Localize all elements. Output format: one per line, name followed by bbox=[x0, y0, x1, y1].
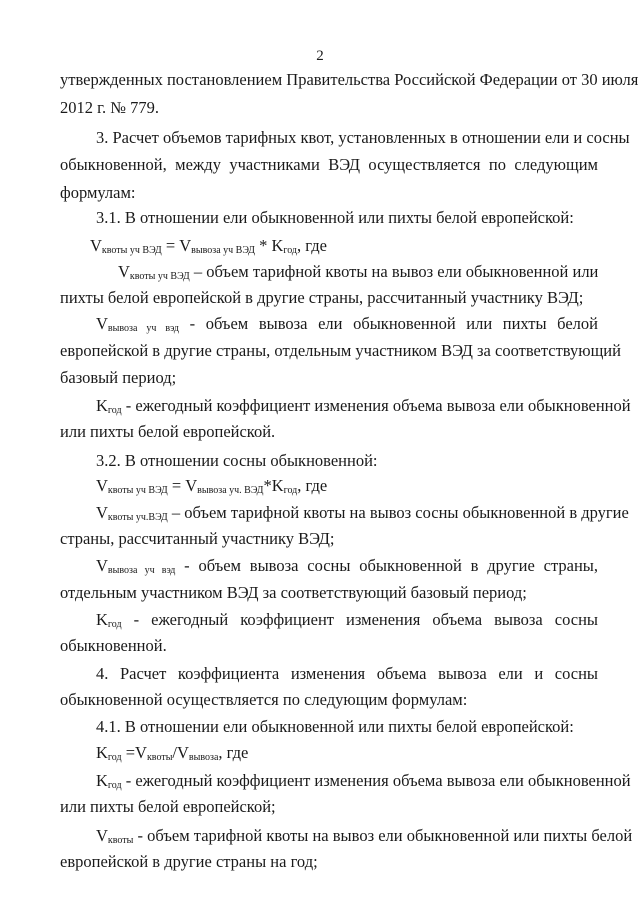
formula-subscript: год bbox=[107, 780, 122, 791]
formula-subscript: вывоза уч ВЭД bbox=[191, 245, 255, 256]
formula-symbol: V bbox=[96, 314, 108, 333]
formula-subscript: год bbox=[283, 485, 298, 496]
text-line: 4.1. В отношении ели обыкновенной или пихты белой европейской: bbox=[96, 717, 574, 736]
formula-subscript: квоты уч ВЭД bbox=[129, 271, 190, 282]
text-line: 4. Расчет коэффициента изменения объема вывоза ели и сосны bbox=[96, 664, 598, 683]
definition-text: - объем тарифной квоты на вывоз ели обыкновенной или пихты белой bbox=[133, 826, 633, 845]
formula-subscript: квоты уч.ВЭД bbox=[107, 512, 168, 523]
definition-line bbox=[96, 556, 598, 581]
definition-text: – объем тарифной квоты на вывоз ели обыкновенной или bbox=[189, 262, 599, 281]
formula-symbol: V bbox=[96, 503, 108, 522]
text-line: 2012 г. № 779. bbox=[60, 98, 160, 117]
formula-3 bbox=[96, 743, 248, 768]
definition-line bbox=[96, 396, 631, 421]
text-line: отдельным участником ВЭД за соответствующий базовый период; bbox=[60, 583, 527, 602]
text-line: обыкновенной осуществляется по следующим формулам: bbox=[60, 690, 468, 709]
formula-symbol: K bbox=[96, 743, 108, 762]
formula-subscript: год bbox=[107, 752, 122, 763]
definition-line bbox=[118, 262, 598, 287]
formula-symbol: K bbox=[96, 771, 108, 790]
formula-text: =V bbox=[121, 743, 147, 762]
formula-subscript: квоты уч ВЭД bbox=[101, 245, 162, 256]
formula-subscript: год bbox=[107, 405, 122, 416]
definition-text: – объем тарифной квоты на вывоз сосны обыкновенной в другие bbox=[167, 503, 629, 522]
formula-text: = V bbox=[161, 236, 192, 255]
definition-line bbox=[96, 826, 633, 851]
text-line: утвержденных постановлением Правительства Российской Федерации от 30 июля bbox=[60, 70, 639, 89]
formula-symbol: V bbox=[90, 236, 102, 255]
formula-subscript: год bbox=[107, 619, 122, 630]
text-line: страны, рассчитанный участнику ВЭД; bbox=[60, 529, 335, 548]
formula-symbol: V bbox=[96, 826, 108, 845]
formula-subscript: год bbox=[283, 245, 298, 256]
text-line: обыкновенной. bbox=[60, 636, 167, 655]
text-line: формулам: bbox=[60, 183, 136, 202]
definition-line bbox=[96, 771, 631, 796]
text-line: или пихты белой европейской; bbox=[60, 797, 276, 816]
definition-line bbox=[96, 503, 629, 528]
text-line: базовый период; bbox=[60, 368, 177, 387]
formula-1 bbox=[90, 236, 327, 261]
text-line: пихты белой европейской в другие страны, рассчитанный участнику ВЭД; bbox=[60, 288, 584, 307]
definition-text: - ежегодный коэффициент изменения объема вывоза ели обыкновенной bbox=[121, 396, 631, 415]
formula-subscript: квоты bbox=[107, 835, 134, 846]
formula-2 bbox=[96, 476, 327, 501]
formula-text: /V bbox=[172, 743, 189, 762]
definition-text: - ежегодный коэффициент изменения объема вывоза ели обыкновенной bbox=[121, 771, 631, 790]
text-line: 3.1. В отношении ели обыкновенной или пихты белой европейской: bbox=[96, 208, 574, 227]
formula-subscript: вывоза уч вэд bbox=[107, 565, 176, 576]
formula-text: , где bbox=[297, 236, 327, 255]
definition-text: - ежегодный коэффициент изменения объема вывоза сосны bbox=[121, 610, 598, 629]
page-number: 2 bbox=[316, 48, 324, 64]
formula-symbol: V bbox=[96, 556, 108, 575]
formula-symbol: V bbox=[118, 262, 130, 281]
formula-symbol: K bbox=[96, 610, 108, 629]
formula-subscript: вывоза bbox=[188, 752, 219, 763]
formula-subscript: вывоза уч вэд bbox=[107, 323, 179, 334]
formula-symbol: K bbox=[96, 396, 108, 415]
text-line: или пихты белой европейской. bbox=[60, 422, 276, 441]
formula-subscript: квоты уч ВЭД bbox=[107, 485, 168, 496]
formula-symbol: V bbox=[96, 476, 108, 495]
definition-line bbox=[96, 314, 598, 339]
formula-subscript: квоты bbox=[146, 752, 173, 763]
text-line: обыкновенной, между участниками ВЭД осуществляется по следующим bbox=[60, 155, 598, 174]
formula-subscript: вывоза уч. ВЭД bbox=[197, 485, 264, 496]
text-line: 3.2. В отношении сосны обыкновенной: bbox=[96, 451, 378, 470]
formula-text: = V bbox=[167, 476, 198, 495]
formula-text: *K bbox=[263, 476, 284, 495]
definition-line bbox=[96, 610, 598, 635]
definition-text: - объем вывоза сосны обыкновенной в другие страны, bbox=[175, 556, 598, 575]
definition-text: - объем вывоза ели обыкновенной или пихты белой bbox=[178, 314, 598, 333]
text-line: европейской в другие страны на год; bbox=[60, 852, 318, 871]
formula-text: * K bbox=[254, 236, 284, 255]
formula-text: , где bbox=[218, 743, 249, 762]
text-line: европейской в другие страны, отдельным участником ВЭД за соответствующий bbox=[60, 341, 621, 360]
formula-text: , где bbox=[297, 476, 328, 495]
text-line: 3. Расчет объемов тарифных квот, установленных в отношении ели и сосны bbox=[96, 128, 630, 147]
